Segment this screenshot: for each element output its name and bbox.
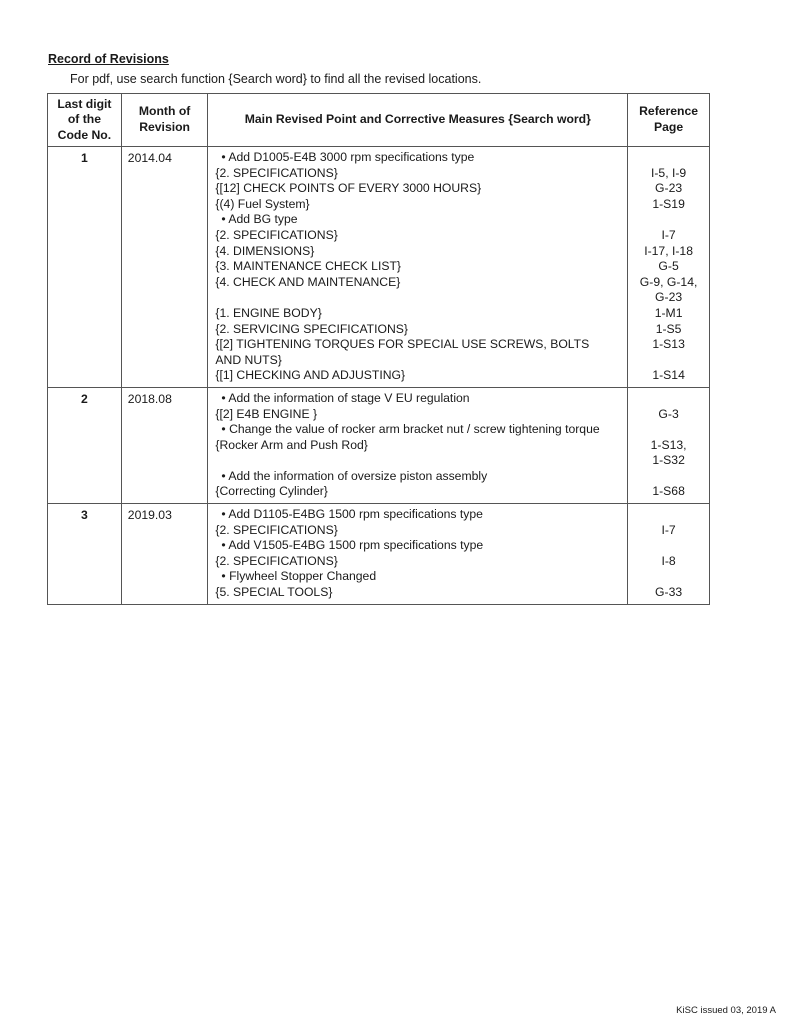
revision-month-cell: 2014.04 — [121, 147, 208, 388]
reference-page-item: G-9, G-14, — [639, 274, 698, 289]
search-word-item: AND NUTS} — [215, 352, 282, 367]
reference-page-item: G-23 — [655, 290, 683, 305]
revision-month-cell: 2019.03 — [121, 504, 208, 605]
reference-page-item — [630, 353, 707, 369]
revision-bullet-item: • Flywheel Stopper Changed — [221, 569, 377, 584]
search-word-item: {5. SPECIAL TOOLS} — [215, 585, 333, 600]
reference-page-item: 1-S14 — [652, 368, 685, 383]
revised-points-cell — [208, 147, 628, 388]
reference-page-item: G-23 — [655, 181, 683, 196]
search-word-item: {2. SPECIFICATIONS} — [215, 553, 338, 568]
reference-page-item — [630, 538, 707, 554]
search-word-item: {3. MAINTENANCE CHECK LIST} — [215, 259, 401, 274]
revision-bullet-item: • Add V1505-E4BG 1500 rpm specifications type — [221, 538, 484, 553]
table-header-row — [48, 94, 710, 147]
header-ref: Reference Page — [628, 94, 710, 147]
table-row — [48, 387, 710, 503]
reference-page-item — [630, 391, 707, 407]
header-month: Month of Revision — [121, 94, 208, 147]
reference-page-item: I-7 — [661, 522, 676, 537]
reference-page-item: 1-M1 — [654, 305, 683, 320]
reference-page-item: I-8 — [661, 553, 676, 568]
search-word-item: {2. SPECIFICATIONS} — [215, 227, 338, 242]
search-word-item: {[1] CHECKING AND ADJUSTING} — [215, 368, 406, 383]
code-digit-cell: 3 — [48, 504, 122, 605]
footer-text: KiSC issued 03, 2019 A — [676, 1005, 776, 1016]
reference-page-item: 1-S13, — [650, 437, 687, 452]
search-word-item — [215, 290, 621, 306]
reference-page-item — [630, 150, 707, 166]
search-word-item: {4. CHECK AND MAINTENANCE} — [215, 274, 401, 289]
reference-page-item: 1-S5 — [655, 321, 682, 336]
revised-points-cell — [208, 504, 628, 605]
search-word-item — [215, 453, 621, 469]
intro-text: For pdf, use search function {Search word} to find all the revised locations. — [70, 72, 482, 86]
reference-page-item: I-7 — [661, 227, 676, 242]
reference-page-item: I-17, I-18 — [644, 243, 693, 258]
reference-page-item: 1-S19 — [652, 196, 685, 211]
reference-page-cell — [628, 387, 710, 503]
revisions-table — [47, 93, 710, 605]
revision-month-cell: 2018.08 — [121, 387, 208, 503]
revised-points-cell — [208, 387, 628, 503]
table-body — [48, 147, 710, 605]
reference-page-item: G-3 — [658, 406, 679, 421]
reference-page-item — [630, 507, 707, 523]
revision-bullet-item: • Add the information of oversize piston assembly — [221, 468, 488, 483]
reference-page-item: 1-S13 — [652, 337, 685, 352]
search-word-item: {2. SERVICING SPECIFICATIONS} — [215, 321, 408, 336]
header-code: Last digit of the Code No. — [48, 94, 122, 147]
revision-bullet-item: • Add BG type — [221, 212, 298, 227]
reference-page-item: I-5, I-9 — [650, 165, 687, 180]
reference-page-cell — [628, 504, 710, 605]
search-word-item: {(4) Fuel System} — [215, 196, 310, 211]
search-word-item: {[2] TIGHTENING TORQUES FOR SPECIAL USE SCREWS, BOLTS — [215, 337, 590, 352]
table-row — [48, 147, 710, 388]
revision-bullet-item: • Add the information of stage V EU regulation — [221, 390, 470, 405]
reference-page-item: G-33 — [655, 585, 683, 600]
code-digit-cell: 1 — [48, 147, 122, 388]
search-word-item: {[2] E4B ENGINE } — [215, 406, 318, 421]
revision-bullet-item: • Add D1105-E4BG 1500 rpm specifications type — [221, 507, 483, 522]
reference-page-item — [630, 212, 707, 228]
reference-page-item — [630, 569, 707, 585]
search-word-item: {[12] CHECK POINTS OF EVERY 3000 HOURS} — [215, 181, 482, 196]
reference-page-item — [630, 469, 707, 485]
reference-page-item — [630, 422, 707, 438]
table-row — [48, 504, 710, 605]
revision-bullet-item: • Add D1005-E4B 3000 rpm specifications type — [221, 150, 475, 164]
reference-page-item: 1-S68 — [652, 484, 685, 499]
reference-page-cell — [628, 147, 710, 388]
reference-page-item: G-5 — [658, 259, 679, 274]
reference-page-item: 1-S32 — [652, 453, 685, 468]
search-word-item: {1. ENGINE BODY} — [215, 305, 322, 320]
header-main: Main Revised Point and Corrective Measures {Search word} — [208, 94, 628, 147]
search-word-item: {Rocker Arm and Push Rod} — [215, 437, 368, 452]
search-word-item: {Correcting Cylinder} — [215, 484, 328, 499]
search-word-item: {2. SPECIFICATIONS} — [215, 522, 338, 537]
page-title: Record of Revisions — [48, 52, 169, 66]
search-word-item: {4. DIMENSIONS} — [215, 243, 315, 258]
code-digit-cell: 2 — [48, 387, 122, 503]
search-word-item: {2. SPECIFICATIONS} — [215, 165, 338, 180]
revision-bullet-item: • Change the value of rocker arm bracket nut / screw tightening torque — [221, 422, 600, 437]
